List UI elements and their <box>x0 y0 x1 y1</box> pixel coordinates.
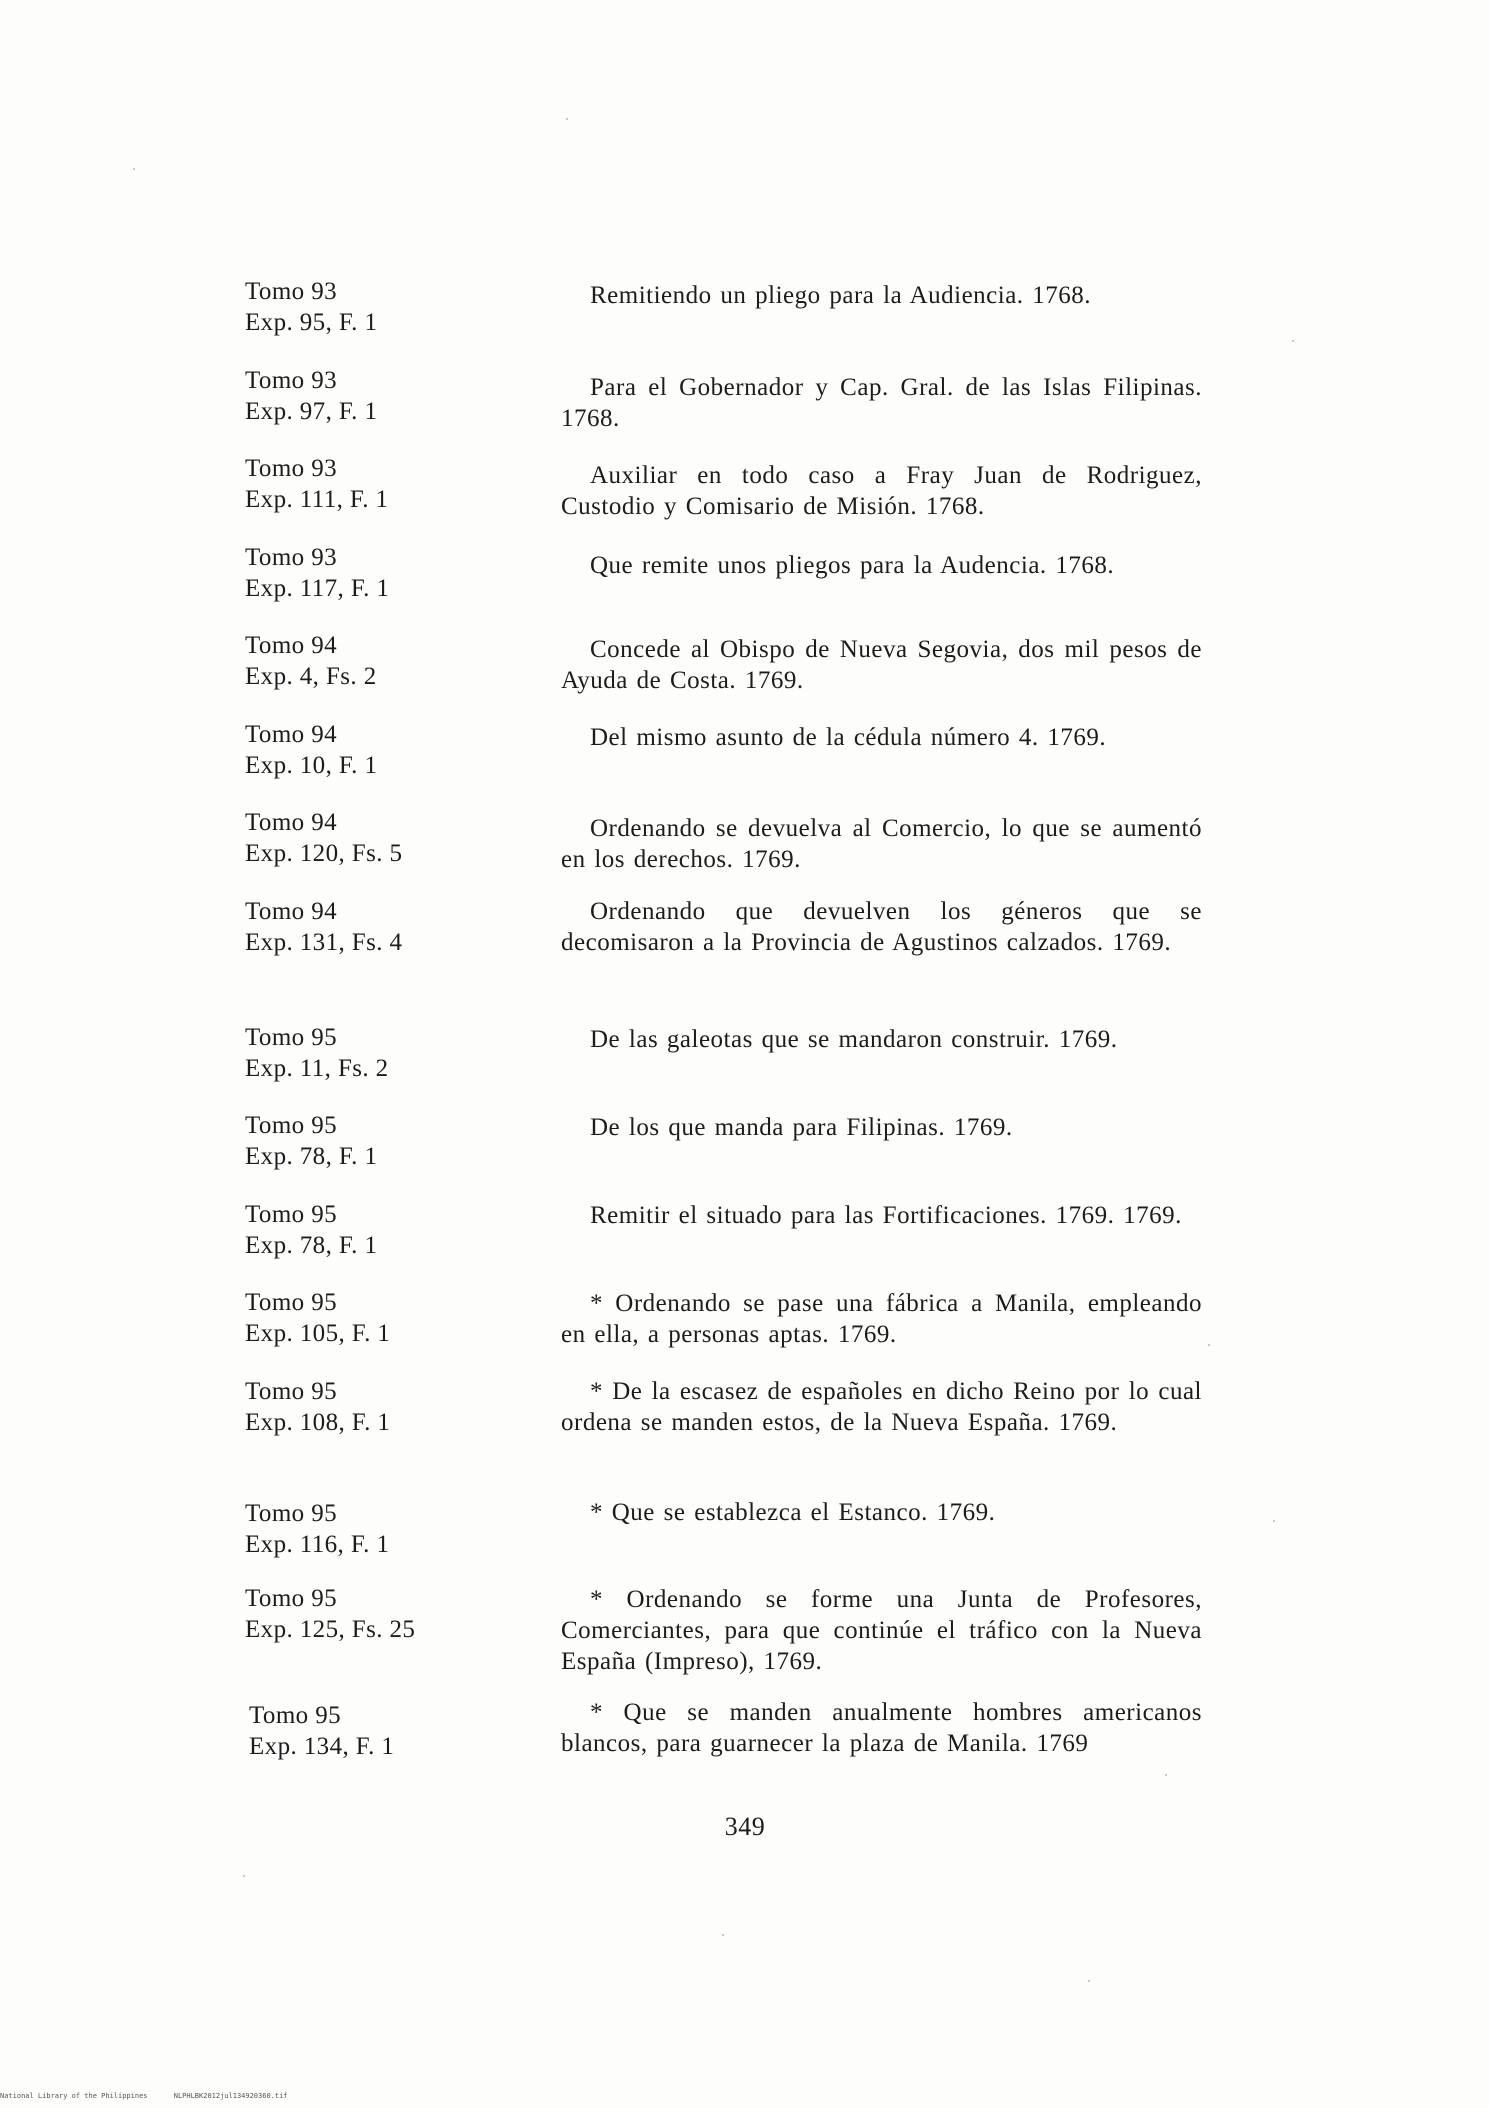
entry-description: Auxiliar en todo caso a Fray Juan de Rodriguez, Custodio y Comisario de Misión. 1768. <box>561 462 1202 520</box>
entry-description: * Ordenando se pase una fábrica a Manila, empleando en ella, a personas aptas. 1769. <box>561 1290 1202 1348</box>
tomo-label: Tomo 95 <box>245 1500 338 1527</box>
exp-label: Exp. 105, F. 1 <box>245 1320 391 1347</box>
exp-label: Exp. 10, F. 1 <box>245 752 378 779</box>
exp-label: Exp. 97, F. 1 <box>245 398 378 425</box>
tomo-label: Tomo 94 <box>245 632 338 659</box>
tomo-label: Tomo 95 <box>245 1201 338 1228</box>
entry-reference <box>245 807 545 869</box>
exp-label: Exp. 78, F. 1 <box>245 1232 378 1259</box>
scan-speck <box>1273 1520 1275 1522</box>
exp-label: Exp. 134, F. 1 <box>249 1733 395 1760</box>
exp-label: Exp. 116, F. 1 <box>245 1531 390 1558</box>
entry-description: Concede al Obispo de Nueva Segovia, dos mil pesos de Ayuda de Costa. 1769. <box>561 636 1202 694</box>
entry-description: De los que manda para Filipinas. 1769. <box>590 1114 1013 1141</box>
footer-library: National Library of the Philippines <box>0 2092 148 2100</box>
tomo-label: Tomo 94 <box>245 809 338 836</box>
tomo-label: Tomo 93 <box>245 278 338 305</box>
entry-description: Que remite unos pliegos para la Audencia. 1768. <box>590 552 1115 579</box>
entry-reference <box>245 1022 545 1084</box>
scan-speck <box>1292 340 1294 342</box>
tomo-label: Tomo 94 <box>245 898 338 925</box>
scan-footer <box>0 2092 310 2100</box>
entry-description: Para el Gobernador y Cap. Gral. de las Islas Filipinas. 1768. <box>561 374 1202 432</box>
entry-reference <box>245 276 545 338</box>
entry-description: Remitir el situado para las Fortificaciones. 1769. 1769. <box>590 1202 1182 1229</box>
entry-reference <box>245 542 545 604</box>
exp-label: Exp. 4, Fs. 2 <box>245 663 377 690</box>
entry-reference <box>245 1110 545 1172</box>
entry-reference <box>245 1199 545 1261</box>
entry-description: Del mismo asunto de la cédula número 4. 1769. <box>590 724 1107 751</box>
tomo-label: Tomo 95 <box>245 1024 338 1051</box>
entry-reference <box>245 1498 545 1560</box>
entry-reference <box>245 896 545 958</box>
exp-label: Exp. 78, F. 1 <box>245 1143 378 1170</box>
tomo-label: Tomo 95 <box>249 1702 342 1729</box>
tomo-label: Tomo 95 <box>245 1378 338 1405</box>
scan-speck <box>722 1934 724 1936</box>
footer-file: NLPHLBK2012jul134920360.tif <box>173 2092 288 2100</box>
tomo-label: Tomo 95 <box>245 1289 338 1316</box>
exp-label: Exp. 117, F. 1 <box>245 575 390 602</box>
entry-description: Ordenando que devuelven los géneros que se decomisaron a la Provincia de Agustinos calzados. 1769. <box>561 898 1202 956</box>
scan-speck <box>133 168 135 170</box>
entry-reference <box>245 1287 545 1349</box>
entry-description: * Que se establezca el Estanco. 1769. <box>590 1499 996 1526</box>
tomo-label: Tomo 93 <box>245 455 338 482</box>
tomo-label: Tomo 93 <box>245 367 338 394</box>
exp-label: Exp. 95, F. 1 <box>245 309 378 336</box>
entry-description: * Que se manden anualmente hombres americanos blancos, para guarnecer la plaza de Manila. 1769 <box>561 1699 1202 1757</box>
scan-speck <box>1165 1774 1167 1776</box>
exp-label: Exp. 120, Fs. 5 <box>245 840 403 867</box>
entry-description: Ordenando se devuelva al Comercio, lo que se aumentó en los derechos. 1769. <box>561 815 1202 873</box>
entry-reference <box>245 630 545 692</box>
entry-description: Remitiendo un pliego para la Audiencia. 1768. <box>590 282 1092 309</box>
exp-label: Exp. 131, Fs. 4 <box>245 929 403 956</box>
tomo-label: Tomo 95 <box>245 1585 338 1612</box>
entry-description: De las galeotas que se mandaron construir. 1769. <box>590 1026 1118 1053</box>
exp-label: Exp. 11, Fs. 2 <box>245 1055 389 1082</box>
entry-description: * Ordenando se forme una Junta de Profesores, Comerciantes, para que continúe el tráfico con la Nueva España (Impreso), 1769. <box>561 1586 1202 1675</box>
tomo-label: Tomo 95 <box>245 1112 338 1139</box>
exp-label: Exp. 125, Fs. 25 <box>245 1616 416 1643</box>
entry-reference <box>245 719 545 781</box>
entry-reference <box>245 365 545 427</box>
entry-description: * De la escasez de españoles en dicho Reino por lo cual ordena se manden estos, de la Nueva España. 1769. <box>561 1378 1202 1436</box>
entry-reference <box>245 1376 545 1438</box>
tomo-label: Tomo 94 <box>245 721 338 748</box>
page-number: 349 <box>724 1812 766 1841</box>
scan-speck <box>1088 1980 1090 1982</box>
entry-reference <box>249 1700 549 1762</box>
tomo-label: Tomo 93 <box>245 544 338 571</box>
scan-speck <box>243 1875 245 1877</box>
entry-reference <box>245 1583 545 1645</box>
exp-label: Exp. 108, F. 1 <box>245 1409 391 1436</box>
entry-reference <box>245 453 545 515</box>
exp-label: Exp. 111, F. 1 <box>245 486 389 513</box>
scan-speck <box>566 118 568 120</box>
scan-speck <box>1208 1344 1210 1346</box>
